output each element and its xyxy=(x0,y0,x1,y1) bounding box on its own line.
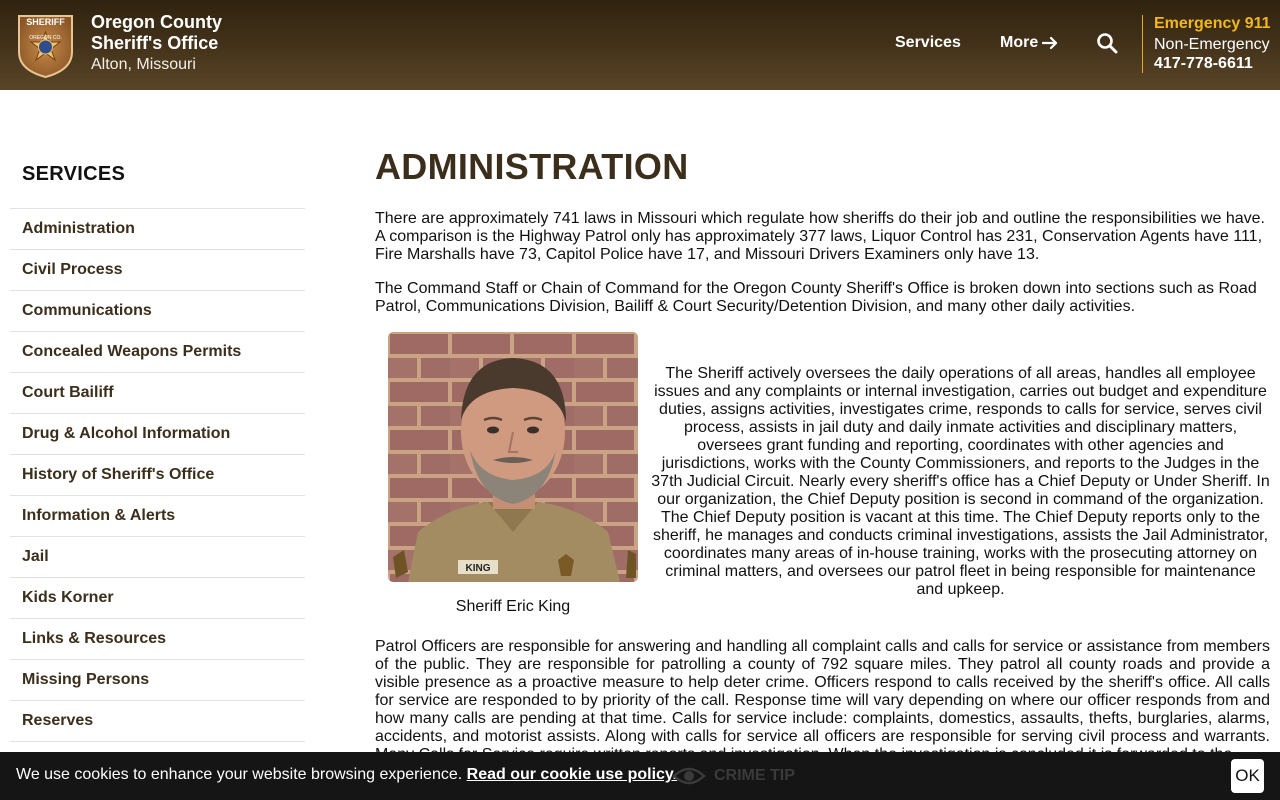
cookie-policy-link[interactable]: Read our cookie use policy. xyxy=(466,766,678,783)
sidebar-item-jail[interactable]: Jail xyxy=(10,536,305,577)
svg-text:SHERIFF: SHERIFF xyxy=(26,17,65,27)
non-emergency-phone[interactable]: 417-778-6611 xyxy=(1154,55,1253,72)
site-brand[interactable] xyxy=(91,12,222,76)
sidebar-item-civil-process[interactable]: Civil Process xyxy=(10,249,305,290)
nav-more-label: More xyxy=(1000,34,1039,51)
sheriff-badge-icon[interactable] xyxy=(15,12,76,79)
emergency-number[interactable]: Emergency 911 xyxy=(1154,15,1271,32)
arrow-right-icon xyxy=(1042,36,1058,50)
sidebar-item-concealed-weapons-permits[interactable]: Concealed Weapons Permits xyxy=(10,331,305,372)
sidebar-title: SERVICES xyxy=(22,163,126,185)
cookie-text: We use cookies to enhance your website browsing experience. xyxy=(16,766,463,783)
org-name-line1: Oregon County xyxy=(91,12,222,32)
patrol-paragraph: Patrol Officers are responsible for answering and handling all complaint calls and calls for service or assistance from members of the public. They are responsible for patrolling a county of 792 square miles. They patrol all county roads and provide a visible presence as a proactive measure to help deter crime. Officers respond to calls received by the sheriff's office. All calls for service are responded to by priority of the call. Response time will vary depending on where our officer responds from and how many calls are pending at that time. Calls for service include: complaints, domestics, assaults, thefts, burglaries, alarms, accidents, and motorist assists. Along with calls for service all officers are responsible for serving civil process and warrants. xyxy=(375,638,1270,745)
sidebar-item-administration[interactable]: Administration xyxy=(10,208,305,249)
nav-more[interactable] xyxy=(1000,34,1058,52)
search-icon[interactable] xyxy=(1096,32,1118,54)
sidebar-item-information-alerts[interactable]: Information & Alerts xyxy=(10,495,305,536)
page-title: ADMINISTRATION xyxy=(375,146,689,187)
svg-text:KING: KING xyxy=(465,563,491,574)
photo-caption: Sheriff Eric King xyxy=(455,598,571,615)
services-sidebar xyxy=(10,162,305,743)
sheriff-profile xyxy=(375,332,1270,632)
non-emergency-label: Non-Emergency xyxy=(1154,36,1270,53)
sidebar-item-drug-alcohol-information[interactable]: Drug & Alcohol Information xyxy=(10,413,305,454)
sidebar-item-links-resources[interactable]: Links & Resources xyxy=(10,618,305,659)
cookie-banner xyxy=(0,752,1280,800)
sheriff-photo xyxy=(388,332,638,582)
site-header xyxy=(0,0,1280,90)
cookie-ok-button[interactable]: OK xyxy=(1231,759,1264,793)
cookie-message xyxy=(16,766,677,784)
intro-paragraph: There are approximately 741 laws in Missouri which regulate how sheriffs do their job and outline the responsibilities we have. A comparison is the Highway Patrol only has approximately 377 laws, Liquor Control has 231, Conservation Agents have 111, Fire Marshalls have 73, Capitol Police have 17, and Missouri Drivers Examiners only have 13. xyxy=(375,210,1265,263)
header-divider xyxy=(1142,15,1143,73)
sidebar-item-reserves[interactable]: Reserves xyxy=(10,700,305,741)
org-location: Alton, Missouri xyxy=(91,56,196,73)
contact-info xyxy=(1154,14,1271,72)
nav-services[interactable]: Services xyxy=(895,34,961,51)
sheriff-duties-paragraph: The Sheriff actively oversees the daily operations of all areas, handles all employee issues and any complaints or internal investigation, carries out budget and expenditure duties, assigns activities, investigates crime, responds to calls for service, serves civil process, assists in jail duty and daily inmate activities and disciplinary matters, oversees grant funding and reporting, coordinates with other agencies and jurisdictions, works with the County Commissioners, and reports to the Judges in the 37th Judicial Circuit. Nearly every sheriff's office has a Chief Deputy or Under Sheriff. In our organization, the Chief Deputy position is second in command of the organization. The Chief Deputy position is vacant at this time. The Chief Deputy reports only to the sheriff, he manages and conducts criminal investigations, assists the Jail Administrator, coordinates many areas of in-house training, works with the prosecuting attorney on criminal matters, and oversees our patrol fleet in being responsible for maintenance and upkeep. xyxy=(651,365,1270,598)
sidebar-item-missing-persons[interactable]: Missing Persons xyxy=(10,659,305,700)
sidebar-item-history[interactable]: History of Sheriff's Office xyxy=(10,454,305,495)
command-staff-paragraph: The Command Staff or Chain of Command for the Oregon County Sheriff's Office is broken down into sections such as Road Patrol, Communications Division, Bailiff & Court Security/Detention Division, and many other daily activities. xyxy=(375,280,1257,315)
crime-tip-label: CRIME TIP xyxy=(714,767,795,784)
sidebar-item-court-bailiff[interactable]: Court Bailiff xyxy=(10,372,305,413)
sidebar-item-divider xyxy=(10,741,305,743)
crime-tip-button[interactable] xyxy=(672,765,795,787)
svg-text:OREGON CO.: OREGON CO. xyxy=(29,35,62,41)
eye-icon xyxy=(672,765,706,787)
sidebar-item-communications[interactable]: Communications xyxy=(10,290,305,331)
sidebar-item-kids-korner[interactable]: Kids Korner xyxy=(10,577,305,618)
main-content xyxy=(375,146,1270,780)
org-name-line2: Sheriff's Office xyxy=(91,33,219,53)
